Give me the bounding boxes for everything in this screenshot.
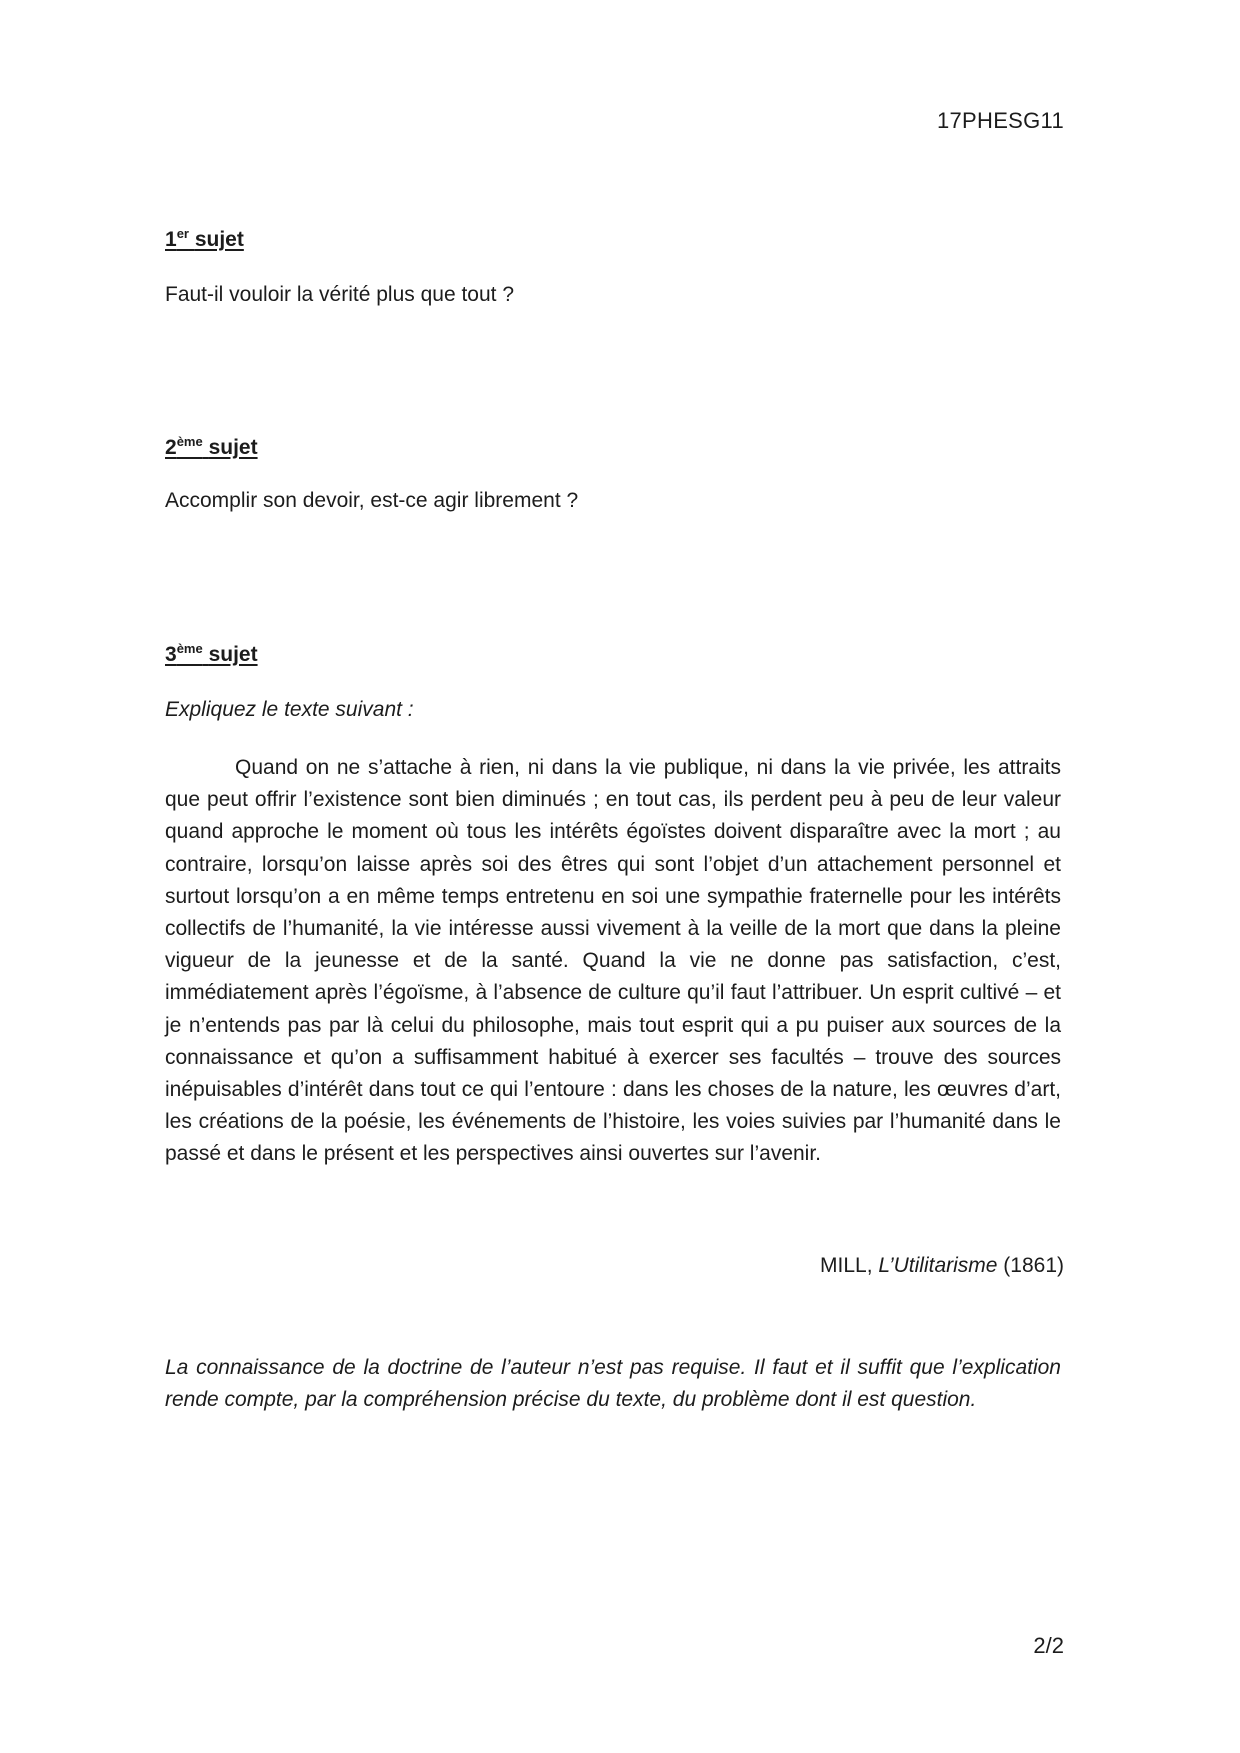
subject-1-heading <box>165 228 244 252</box>
citation-author: MILL, <box>820 1254 873 1277</box>
subject-3-superscript: ème <box>176 641 203 656</box>
subject-1-ordinal: 1 <box>165 228 177 251</box>
instruction-note: La connaissance de la doctrine de l’auteur n’est pas requise. Il faut et il suffit que l’explication rende compte, par la compréhension précise du texte, du problème dont il est question. <box>165 1356 1061 1411</box>
subject-2-ordinal: 2 <box>165 436 177 459</box>
subject-3-heading <box>165 643 258 667</box>
subject-2-question: Accomplir son devoir, est-ce agir librement ? <box>165 489 579 512</box>
subject-1-word: sujet <box>194 228 244 251</box>
page-number: 2/2 <box>1033 1633 1064 1658</box>
mill-passage: Quand on ne s’attache à rien, ni dans la vie publique, ni dans la vie privée, les attraits que peut offrir l’existence sont bien diminués ; en tout cas, ils perdent peu à peu de leur valeur quand approche le moment où tous les intérêts égoïstes doivent disparaître avec la mort ; au contraire, lorsqu’on laisse après soi des êtres qui sont l’objet d’un attachement personnel et surtout lorsqu’on a en même temps entretenu en soi une sympathie fraternelle pour les intérêts collectifs de l’humanité, la vie intéresse aussi vivement à la veille de la mort que dans la pleine vigueur de la jeunesse et de la santé. Quand la vie ne donne pas satisfaction, c’est, immédiatement après l’égoïsme, à l’absence de culture qu’il faut l’attribuer. Un esprit cultivé – et je n’entends pas par là celui du philosophe, mais tout esprit qui a pu puiser aux sources de la connaissance et qu’on a suffisamment habitué à exercer ses facultés – trouve des sources inépuisables d’intérêt dans tout ce qui l’entoure : dans les choses de la nature, les œuvres d’art, les créations de la poésie, les événements de l’histoire, les voies suivies par l’humanité dans le passé et dans le présent et les perspectives ainsi ouvertes sur l’avenir. <box>165 756 1061 1166</box>
subject-2-word: sujet <box>208 436 258 459</box>
exam-code: 17PHESG11 <box>936 108 1064 133</box>
subject-3-ordinal: 3 <box>165 643 177 666</box>
subject-2-superscript: ème <box>176 434 203 449</box>
subject-1-superscript: er <box>176 226 189 241</box>
subject-2-heading <box>165 436 258 460</box>
subject-3-instruction: Expliquez le texte suivant : <box>165 698 414 721</box>
citation-year: (1861) <box>1003 1254 1064 1277</box>
subject-1-question: Faut-il vouloir la vérité plus que tout ? <box>165 283 515 306</box>
citation-work: L’Utilitarisme <box>878 1254 998 1277</box>
subject-3-word: sujet <box>208 643 258 666</box>
citation <box>820 1254 1064 1278</box>
